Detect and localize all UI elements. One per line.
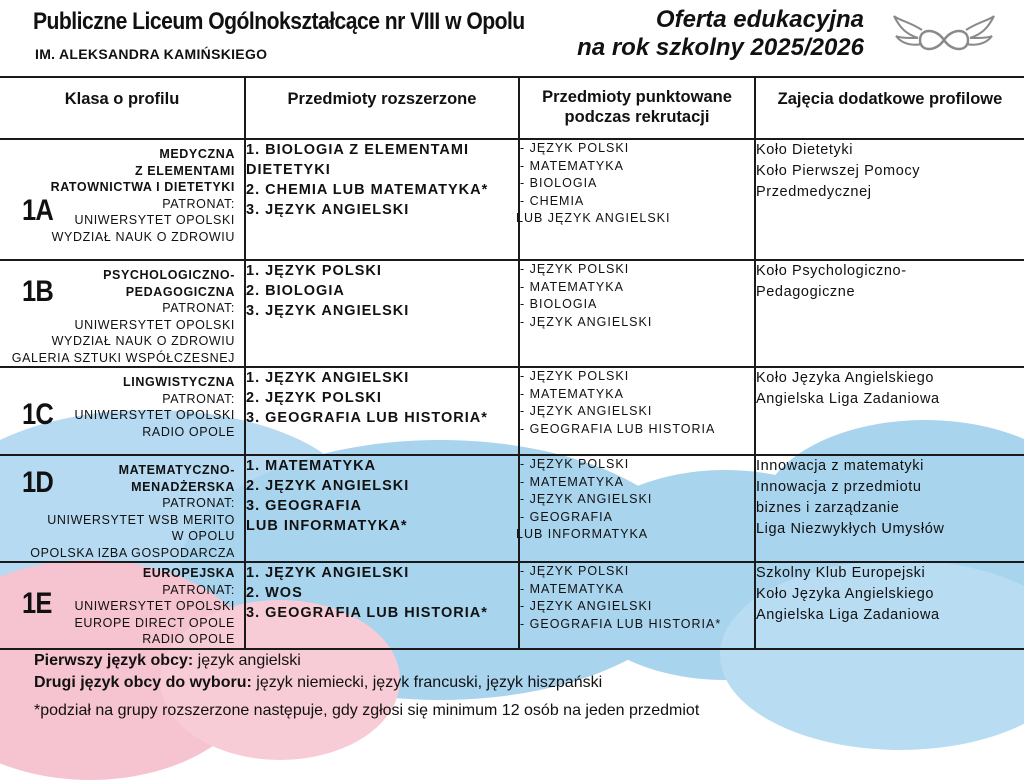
class-cell-1a bbox=[0, 139, 245, 260]
school-name: Publiczne Liceum Ogólnokształcące nr VIII w Opolu bbox=[33, 8, 525, 35]
footer-notes bbox=[34, 650, 699, 722]
first-language-note: Pierwszy język obcy: język angielski bbox=[34, 652, 301, 669]
group-split-footnote: *podział na grupy rozszerzone następuje, gdy zgłosi się minimum 12 osób na jeden przedmiot bbox=[34, 702, 700, 719]
class-code: 1D bbox=[22, 466, 53, 499]
extended-subjects-list: 1. JĘZYK POLSKI 2. BIOLOGIA 3. JĘZYK ANGIELSKI bbox=[245, 260, 519, 367]
class-code: 1B bbox=[22, 275, 53, 308]
class-info: MEDYCZNA Z ELEMENTAMI RATOWNICTWA I DIETETYKI PATRONAT: UNIWERSYTET OPOLSKI WYDZIAŁ NAUK O ZDROWIU bbox=[50, 147, 235, 244]
column-header-extra-activities: Zajęcia dodatkowe profilowe bbox=[755, 77, 1024, 139]
extended-subjects-list: 1. JĘZYK ANGIELSKI 2. WOS 3. GEOGRAFIA LUB HISTORIA* bbox=[245, 562, 519, 649]
second-language-note: Drugi język obcy do wyboru: język niemiecki, język francuski, język hiszpański bbox=[34, 674, 603, 691]
class-cell-1c bbox=[0, 367, 245, 455]
table-header-row bbox=[0, 77, 1024, 139]
scored-subjects-list: - JĘZYK POLSKI - MATEMATYKA - BIOLOGIA - JĘZYK ANGIELSKI bbox=[519, 260, 755, 367]
offer-line-2: na rok szkolny 2025/2026 bbox=[577, 34, 864, 61]
class-info: MATEMATYCZNO- MENADŻERSKA PATRONAT: UNIWERSYTET WSB MERITO W OPOLU OPOLSKA IZBA GOSPODARCZA bbox=[30, 463, 235, 560]
column-header-scored-subjects: Przedmioty punktowane podczas rekrutacji bbox=[519, 77, 755, 139]
extra-activities-list: Koło Psychologiczno- Pedagogiczne bbox=[755, 260, 1024, 367]
table-row bbox=[0, 367, 1024, 455]
offer-title bbox=[577, 6, 864, 62]
scored-subjects-list: - JĘZYK POLSKI - MATEMATYKA - JĘZYK ANGIELSKI - GEOGRAFIA LUB HISTORIA* bbox=[519, 562, 755, 649]
scored-subjects-list: - JĘZYK POLSKI - MATEMATYKA - JĘZYK ANGIELSKI - GEOGRAFIA LUB INFORMATYKA bbox=[519, 455, 755, 562]
class-info: LINGWISTYCZNA PATRONAT: UNIWERSYTET OPOLSKI RADIO OPOLE bbox=[74, 375, 235, 439]
class-info: PSYCHOLOGICZNO- PEDAGOGICZNA PATRONAT: UNIWERSYTET OPOLSKI WYDZIAŁ NAUK O ZDROWIU GALERIA SZTUKI WSPÓŁCZESNEJ bbox=[11, 268, 235, 365]
class-code: 1E bbox=[22, 587, 52, 620]
class-code: 1A bbox=[22, 194, 53, 227]
header bbox=[0, 0, 1024, 76]
extra-activities-list: Koło Języka Angielskiego Angielska Liga Zadaniowa bbox=[755, 367, 1024, 455]
extended-subjects-list: 1. BIOLOGIA Z ELEMENTAMI DIETETYKI 2. CHEMIA LUB MATEMATYKA* 3. JĘZYK ANGIELSKI bbox=[245, 139, 519, 260]
extra-activities-list: Koło Dietetyki Koło Pierwszej Pomocy Przedmedycznej bbox=[755, 139, 1024, 260]
extra-activities-list: Innowacja z matematyki Innowacja z przedmiotu biznes i zarządzanie Liga Niezwykłych Umysłów bbox=[755, 455, 1024, 562]
scored-subjects-list: - JĘZYK POLSKI - MATEMATYKA - JĘZYK ANGIELSKI - GEOGRAFIA LUB HISTORIA bbox=[519, 367, 755, 455]
table-row bbox=[0, 139, 1024, 260]
class-cell-1d bbox=[0, 455, 245, 562]
winged-infinity-logo-icon bbox=[892, 8, 996, 66]
table-row bbox=[0, 455, 1024, 562]
table-row bbox=[0, 562, 1024, 649]
column-header-profile: Klasa o profilu bbox=[0, 77, 245, 139]
class-cell-1e bbox=[0, 562, 245, 649]
offer-table bbox=[0, 76, 1024, 650]
offer-line-1: Oferta edukacyjna bbox=[655, 6, 864, 33]
scored-subjects-list: - JĘZYK POLSKI - MATEMATYKA - BIOLOGIA - CHEMIA LUB JĘZYK ANGIELSKI bbox=[519, 139, 755, 260]
extended-subjects-list: 1. JĘZYK ANGIELSKI 2. JĘZYK POLSKI 3. GEOGRAFIA LUB HISTORIA* bbox=[245, 367, 519, 455]
class-info: EUROPEJSKA PATRONAT: UNIWERSYTET OPOLSKI EUROPE DIRECT OPOLE RADIO OPOLE bbox=[74, 566, 235, 646]
class-code: 1C bbox=[22, 398, 53, 431]
school-patron: IM. ALEKSANDRA KAMIŃSKIEGO bbox=[35, 46, 268, 62]
extra-activities-list: Szkolny Klub Europejski Koło Języka Angielskiego Angielska Liga Zadaniowa bbox=[755, 562, 1024, 649]
table-row bbox=[0, 260, 1024, 367]
column-header-extended-subjects: Przedmioty rozszerzone bbox=[245, 77, 519, 139]
extended-subjects-list: 1. MATEMATYKA 2. JĘZYK ANGIELSKI 3. GEOGRAFIA LUB INFORMATYKA* bbox=[245, 455, 519, 562]
class-cell-1b bbox=[0, 260, 245, 367]
